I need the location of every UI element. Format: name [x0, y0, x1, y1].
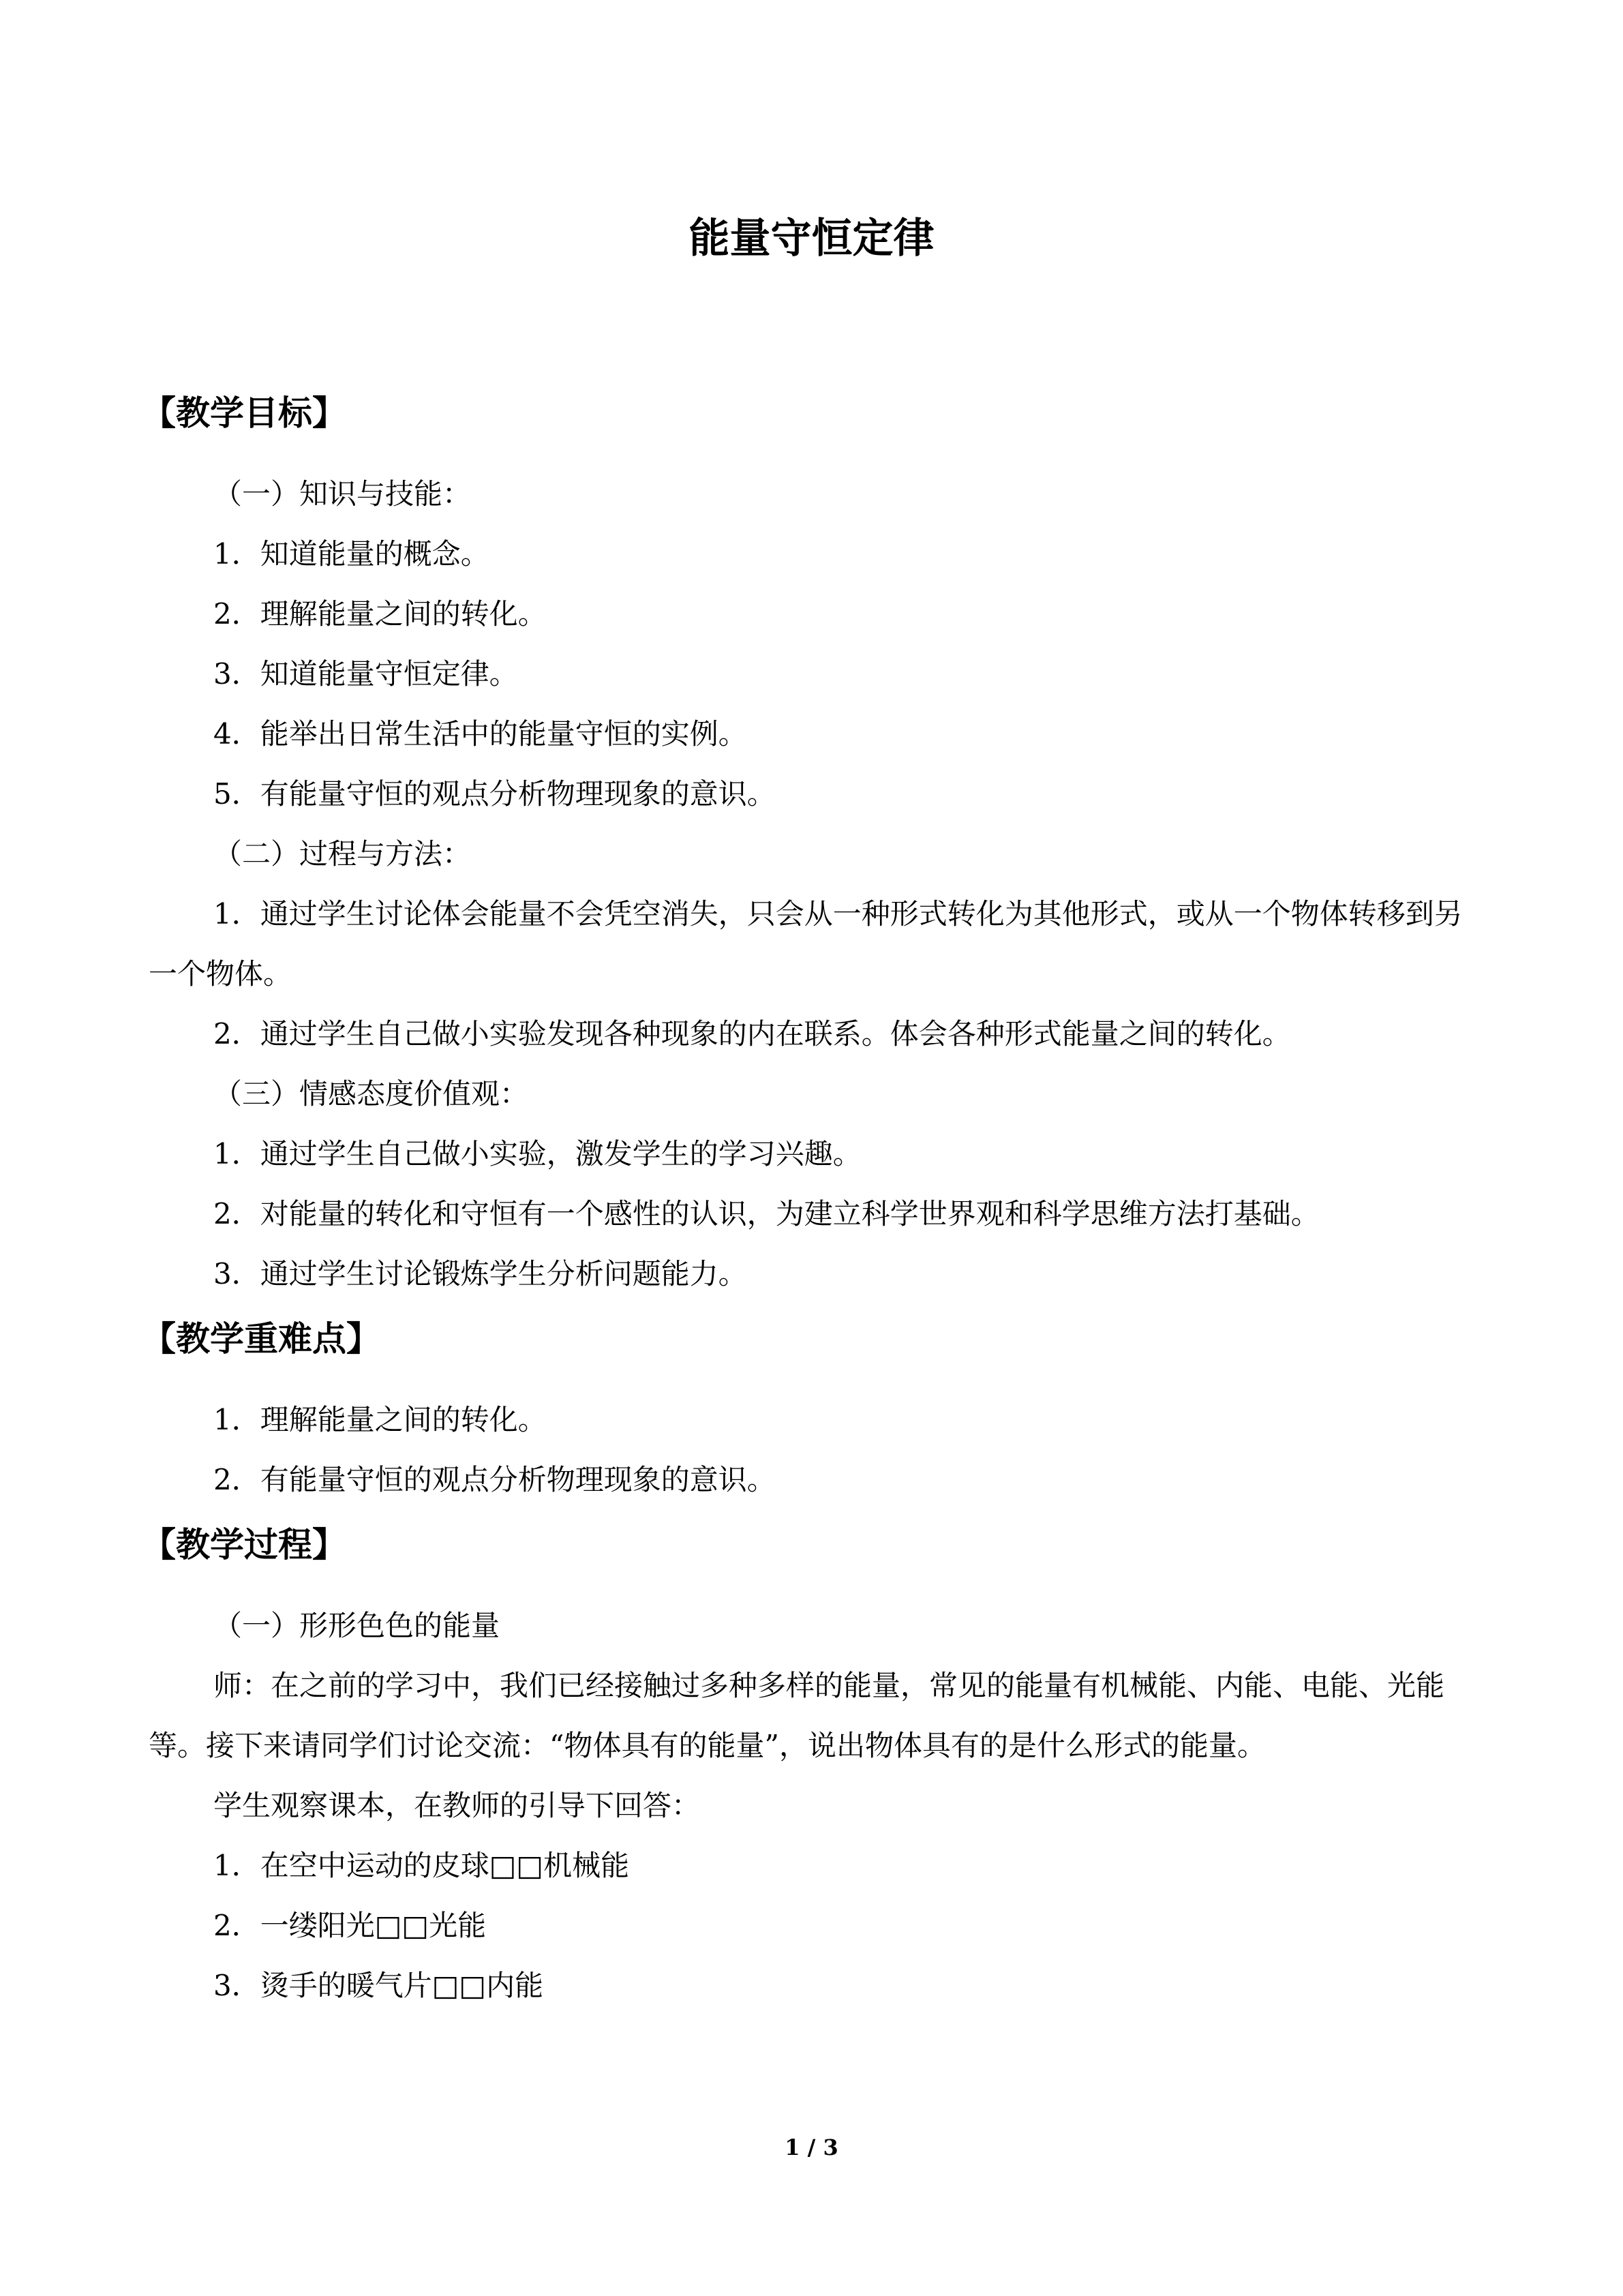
section-heading-process: 【教学过程】 — [142, 1525, 346, 1565]
teacher-paragraph: 师：在之前的学习中，我们已经接触过多种多样的能量，常见的能量有机械能、内能、电能、光能等。接下来请同学们讨论交流：“物体具有的能量”，说出物体具有的是什么形式的能量。 — [149, 1669, 1445, 1762]
list-item: 2．通过学生自己做小实验发现各种现象的内在联系。体会各种形式能量之间的转化。 — [213, 1017, 1291, 1051]
list-item: 4．能举出日常生活中的能量守恒的实例。 — [213, 717, 747, 751]
section-heading-objectives: 【教学目标】 — [142, 393, 346, 433]
subsection-label-attitude: （三）情感态度价值观： — [213, 1077, 529, 1111]
list-item: 1．通过学生自己做小实验，激发学生的学习兴趣。 — [213, 1137, 862, 1170]
subsection-label-energy-forms: （一）形形色色的能量 — [213, 1609, 500, 1642]
list-item: 1．理解能量之间的转化。 — [213, 1403, 547, 1436]
section-heading-key-points: 【教学重难点】 — [142, 1319, 380, 1359]
list-item: 3．烫手的暖气片□□内能 — [213, 1969, 544, 2002]
document-title: 能量守恒定律 — [688, 215, 935, 262]
list-item: 5．有能量守恒的观点分析物理现象的意识。 — [213, 777, 776, 811]
list-item: 2．理解能量之间的转化。 — [213, 597, 547, 631]
list-item: 2．一缕阳光□□光能 — [213, 1909, 487, 1942]
document-body — [142, 378, 1474, 2016]
list-item: 1．在空中运动的皮球□□机械能 — [213, 1849, 630, 1882]
list-item: 2．有能量守恒的观点分析物理现象的意识。 — [213, 1463, 776, 1496]
list-item: 3．通过学生讨论锻炼学生分析问题能力。 — [213, 1257, 747, 1290]
list-item: 1．知道能量的概念。 — [213, 537, 489, 571]
subsection-label-knowledge: （一）知识与技能： — [213, 477, 472, 511]
list-item: 3．知道能量守恒定律。 — [213, 657, 518, 691]
list-item: 2．对能量的转化和守恒有一个感性的认识，为建立科学世界观和科学思维方法打基础。 — [213, 1197, 1320, 1230]
page-number: 1 / 3 — [785, 2134, 838, 2160]
list-item: 1．通过学生讨论体会能量不会凭空消失，只会从一种形式转化为其他形式，或从一个物体转移到另一个物体。 — [149, 897, 1463, 991]
student-intro: 学生观察课本，在教师的引导下回答： — [213, 1789, 701, 1822]
subsection-label-process: （二）过程与方法： — [213, 837, 472, 871]
